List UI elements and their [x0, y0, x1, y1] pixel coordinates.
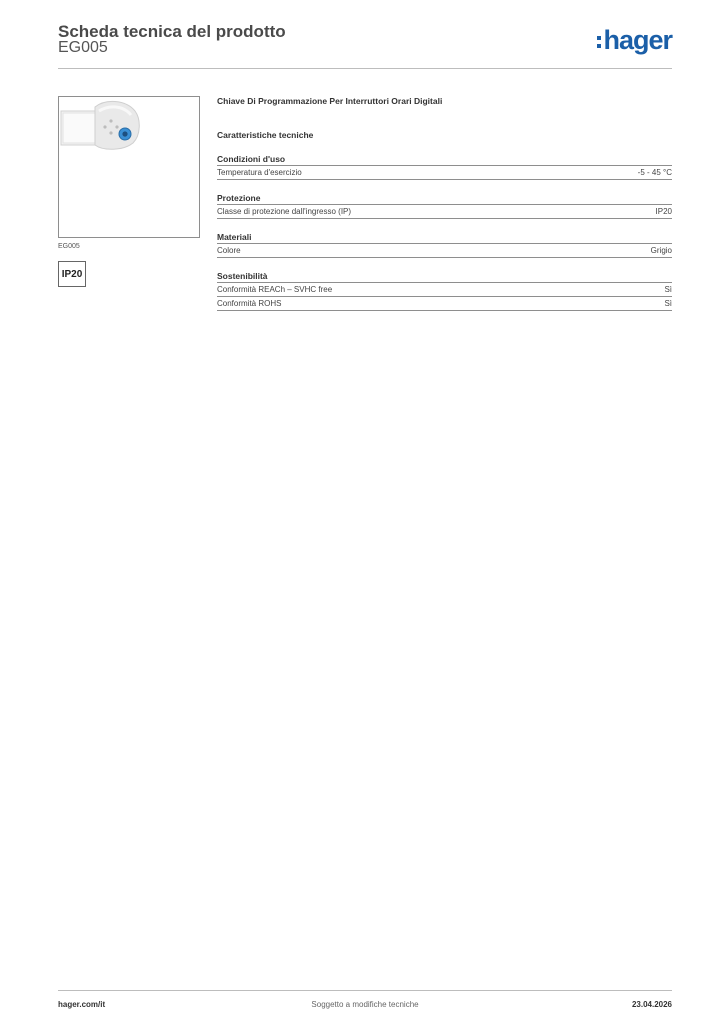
image-caption: EG005 [58, 243, 80, 250]
spec-label: Colore [217, 246, 241, 255]
product-code: EG005 [58, 39, 108, 56]
page-footer [58, 990, 672, 1013]
footer-date: 23.04.2026 [631, 1000, 672, 1009]
spec-group-title: Protezione [217, 193, 672, 205]
footer-notice: Soggetto a modifiche tecniche [311, 1000, 419, 1009]
logo-text: hager [603, 25, 672, 55]
spec-row [217, 297, 672, 311]
spec-group-title: Sostenibilità [217, 271, 672, 283]
spec-label: Classe di protezione dall'ingresso (IP) [217, 207, 352, 216]
logo-dots-icon [597, 36, 601, 48]
spec-group-materials [217, 232, 672, 258]
spec-value: Grigio [650, 246, 672, 255]
spec-row [217, 166, 672, 180]
page-header [58, 20, 672, 69]
hager-logo [597, 26, 672, 54]
spec-row [217, 283, 672, 297]
spec-label: Conformità REACh – SVHC free [217, 285, 333, 294]
spec-value: -5 - 45 °C [637, 168, 672, 177]
footer-website-link[interactable]: hager.com/it [58, 1000, 106, 1009]
spec-group-title: Condizioni d'uso [217, 154, 672, 166]
document-title: Scheda tecnica del prodotto [58, 22, 286, 41]
specs-section-title: Caratteristiche tecniche [217, 130, 314, 140]
spec-row [217, 205, 672, 219]
programming-key-image [59, 97, 199, 237]
product-image [58, 96, 200, 238]
ip-rating-badge: IP20 [58, 261, 86, 287]
specifications [217, 95, 672, 311]
spec-label: Conformità ROHS [217, 299, 282, 308]
spec-row [217, 244, 672, 258]
spec-group-sustainability [217, 271, 672, 311]
spec-group-protection [217, 193, 672, 219]
spec-value: IP20 [655, 207, 672, 216]
spec-group-title: Materiali [217, 232, 672, 244]
spec-group-usage [217, 154, 672, 180]
spec-label: Temperatura d'esercizio [217, 168, 302, 177]
spec-value: Sì [664, 299, 672, 308]
spec-value: Sì [664, 285, 672, 294]
product-name: Chiave Di Programmazione Per Interruttori Orari Digitali [217, 96, 443, 106]
